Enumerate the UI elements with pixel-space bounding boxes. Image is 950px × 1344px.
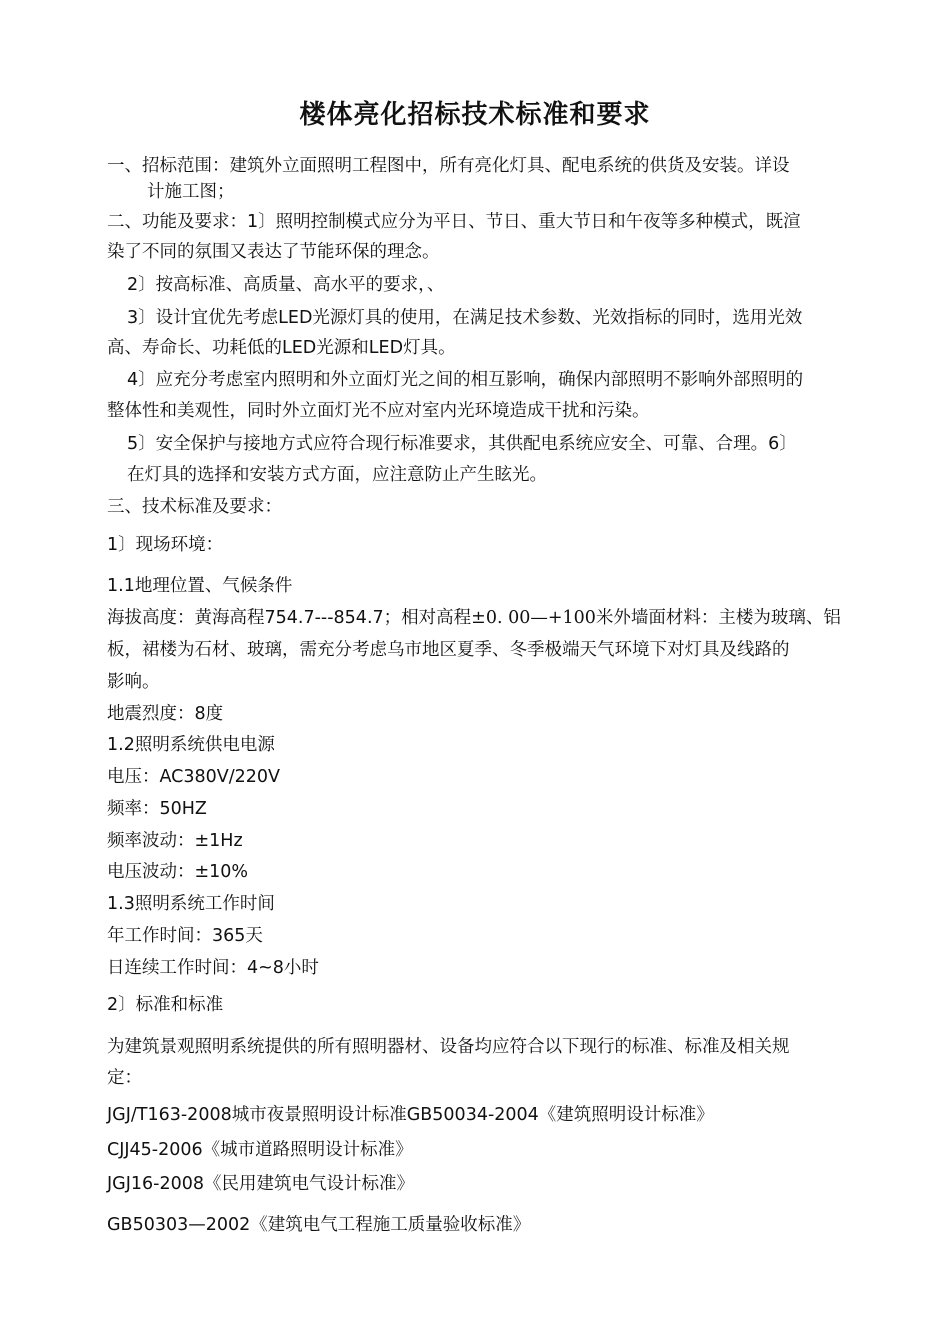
annual-working-time: 年工作时间：365天: [107, 926, 263, 946]
seismic-intensity: 地震烈度：8度: [107, 704, 224, 724]
section-2-line-1: 二、功能及要求：1〕照明控制模式应分为平日、节日、重大节日和午夜等多种模式，既渲: [107, 212, 801, 232]
altitude-line-1: [107, 606, 841, 630]
altitude-label: 海拔高度：黄海高程754.7---854.7；相对高程: [107, 608, 472, 628]
altitude-line-3: 影响。: [107, 672, 160, 692]
heading-1-2: 1.2照明系统供电电源: [107, 735, 275, 755]
section-2-line-2: 染了不同的氛围又表达了节能环保的理念。: [107, 242, 440, 262]
item-5-line-1: 5〕安全保护与接地方式应符合现行标准要求，其供配电系统应安全、可靠、合理。6〕: [127, 434, 797, 454]
standards-intro-line-1: 为建筑景观照明系统提供的所有照明器材、设备均应符合以下现行的标准、标准及相关规: [107, 1037, 790, 1057]
daily-working-time: 日连续工作时间：4~8小时: [107, 958, 319, 978]
voltage-line: 电压：AC380V/220V: [107, 767, 281, 787]
standard-item-4: GB50303—2002《建筑电气工程施工质量验收标准》: [107, 1215, 531, 1235]
section-1-text-end: 详设: [754, 156, 790, 176]
section-1-line-1: [107, 154, 790, 178]
section-3-heading: 三、技术标准及要求：: [107, 497, 282, 517]
item-2-line: 2〕按高标准、高质量、高水平的要求，、: [127, 275, 445, 295]
item-4-line-1: 4〕应充分考虑室内照明和外立面灯光之间的相互影响，确保内部照明不影响外部照明的: [127, 370, 804, 390]
item-4-line-2: 整体性和美观性，同时外立面灯光不应对室内光环境造成干扰和污染。: [107, 401, 650, 421]
site-environment-heading: 1〕现场环境：: [107, 535, 224, 555]
section-1-line-2: 计施工图；: [147, 182, 235, 202]
standard-item-2: CJJ45-2006《城市道路照明设计标准》: [107, 1140, 413, 1160]
frequency-line: 频率：50HZ: [107, 799, 207, 819]
altitude-line-2: 板，裙楼为石材、玻璃，需充分考虑乌市地区夏季、冬季极端天气环境下对灯具及线路的: [107, 640, 790, 660]
heading-1-1: 1.1地理位置、气候条件: [107, 576, 293, 596]
item-3-line-1: 3〕设计宜优先考虑LED光源灯具的使用，在满足技术参数、光效指标的同时，选用光效: [127, 308, 803, 328]
page-title: 楼体亮化招标技术标准和要求: [299, 100, 651, 130]
heading-1-3: 1.3照明系统工作时间: [107, 894, 275, 914]
standards-heading: 2〕标准和标准: [107, 995, 224, 1015]
standard-item-3: JGJ16-2008《民用建筑电气设计标准》: [107, 1174, 415, 1194]
item-3-line-2: 高、寿命长、功耗低的LED光源和LED灯具。: [107, 338, 456, 358]
item-5-line-2: 在灯具的选择和安装方式方面，应注意防止产生眩光。: [127, 465, 547, 485]
standard-item-1: JGJ/T163-2008城市夜景照明设计标准GB50034-2004《建筑照明设计标准》: [107, 1105, 714, 1125]
section-1-label: 一、招标范围：: [107, 156, 230, 176]
wall-material-text: 外墙面材料：主楼为玻璃、铝: [613, 608, 841, 628]
voltage-fluctuation-line: 电压波动：±10%: [107, 862, 249, 882]
relative-elevation: ±0. 00—+100米: [471, 608, 614, 628]
standards-intro-line-2: 定：: [107, 1068, 142, 1088]
frequency-fluctuation-line: 频率波动：±1Hz: [107, 831, 243, 851]
section-1-text: 建筑外立面照明工程图中，所有亮化灯具、配电系统的供货及安装。: [229, 156, 755, 176]
